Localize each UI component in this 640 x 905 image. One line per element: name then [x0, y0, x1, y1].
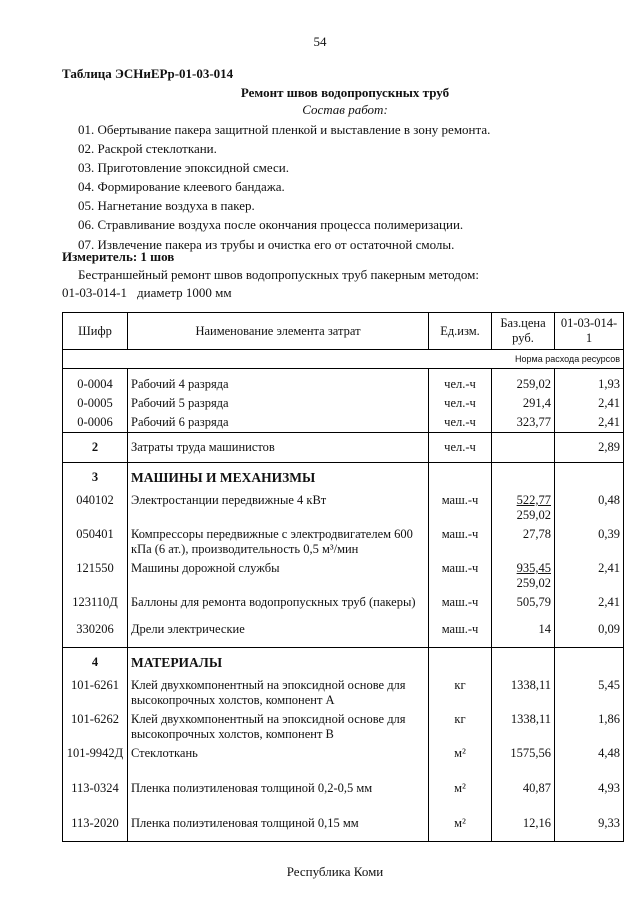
section-title: МАШИНЫ И МЕХАНИЗМЫ — [128, 463, 429, 492]
meter-label: Измеритель: 1 шов — [62, 249, 175, 264]
work-step: 07. Извлечение пакера из трубы и очистка его от остаточной смолы. — [78, 236, 455, 252]
row-code: 101-6262 — [63, 710, 128, 744]
row-name: Клей двухкомпонентный на эпоксидной основе для высокопрочных холстов, компонент В — [128, 710, 429, 744]
row-value: 0,09 — [555, 620, 624, 647]
code-line-code: 01-03-014-1 — [62, 285, 127, 300]
row-code: 101-9942Д — [63, 744, 128, 779]
table-row — [63, 814, 624, 842]
row-unit: чел.-ч — [429, 413, 492, 432]
section-row — [63, 463, 624, 492]
table-id: Таблица ЭСНиЕРр-01-03-014 — [62, 66, 234, 81]
header-name: Наименование элемента затрат — [128, 313, 429, 350]
page-footer: Республика Коми — [286, 864, 384, 879]
table-row — [63, 676, 624, 710]
row-name: Пленка полиэтиленовая толщиной 0,2-0,5 мм — [128, 779, 429, 814]
row-code: 123110Д — [63, 593, 128, 620]
row-unit: маш.-ч — [429, 559, 492, 593]
row-unit: м² — [429, 744, 492, 779]
row-unit: чел.-ч — [429, 394, 492, 413]
row-price: 1338,11 — [492, 676, 555, 710]
row-value: 4,48 — [555, 744, 624, 779]
row-code: 0-0006 — [63, 413, 128, 432]
row-name: Пленка полиэтиленовая толщиной 0,15 мм — [128, 814, 429, 842]
row-code: 121550 — [63, 559, 128, 593]
row-price: 40,87 — [492, 779, 555, 814]
row-value: 2,41 — [555, 559, 624, 593]
code-line-desc: диаметр 1000 мм — [137, 285, 232, 300]
row-value: 5,45 — [555, 676, 624, 710]
row-unit: м² — [429, 779, 492, 814]
row-unit: маш.-ч — [429, 491, 492, 525]
row-price-secondary: 259,02 — [516, 508, 551, 522]
row-name: Клей двухкомпонентный на эпоксидной основе для высокопрочных холстов, компонент А — [128, 676, 429, 710]
row-value: 1,86 — [555, 710, 624, 744]
row-price: 14 — [492, 620, 555, 647]
row-value: 4,93 — [555, 779, 624, 814]
row-code: 113-0324 — [63, 779, 128, 814]
table-row — [63, 620, 624, 647]
row-value: 2,89 — [555, 433, 624, 463]
work-composition-heading: Состав работ: — [302, 102, 388, 117]
section-title: МАТЕРИАЛЫ — [128, 648, 429, 677]
row-code: 113-2020 — [63, 814, 128, 842]
row-price — [492, 491, 555, 525]
work-step: 04. Формирование клеевого бандажа. — [78, 179, 285, 195]
row-value: 1,93 — [555, 375, 624, 394]
row-unit: чел.-ч — [429, 375, 492, 394]
row-price: 323,77 — [492, 413, 555, 432]
table-row — [63, 710, 624, 744]
work-steps-list — [78, 120, 490, 254]
table-row — [63, 593, 624, 620]
table-row — [63, 491, 624, 525]
row-code: 040102 — [63, 491, 128, 525]
row-value: 0,48 — [555, 491, 624, 525]
row-name: Рабочий 4 разряда — [128, 375, 429, 394]
row-code: 101-6261 — [63, 676, 128, 710]
row-unit: м² — [429, 814, 492, 842]
row-price-main: 935,45 — [516, 561, 551, 575]
header-code: Шифр — [63, 313, 128, 350]
header-norm: 01-03-014-1 — [555, 313, 624, 350]
table-header-row — [63, 313, 624, 350]
row-unit: маш.-ч — [429, 620, 492, 647]
row-name: Рабочий 5 разряда — [128, 394, 429, 413]
row-value: 2,41 — [555, 394, 624, 413]
table-row — [63, 559, 624, 593]
row-code: 050401 — [63, 525, 128, 559]
row-price — [492, 559, 555, 593]
row-name: Рабочий 6 разряда — [128, 413, 429, 432]
row-unit: кг — [429, 676, 492, 710]
row-price: 291,4 — [492, 394, 555, 413]
row-name: Дрели электрические — [128, 620, 429, 647]
row-name: Стеклоткань — [128, 744, 429, 779]
row-price-main: 522,77 — [516, 493, 551, 507]
row-name: Затраты труда машинистов — [128, 433, 429, 463]
row-name: Компрессоры передвижные с электродвигателем 600 кПа (6 ат.), производительность 0,5 м³/мин — [128, 525, 429, 559]
work-step: 02. Раскрой стеклоткани. — [78, 141, 217, 157]
section-code: 4 — [63, 648, 128, 677]
resource-table — [62, 312, 624, 842]
table-row — [63, 744, 624, 779]
row-price: 1338,11 — [492, 710, 555, 744]
row-name: Машины дорожной службы — [128, 559, 429, 593]
row-code: 330206 — [63, 620, 128, 647]
row-value: 2,41 — [555, 413, 624, 432]
row-price: 505,79 — [492, 593, 555, 620]
row-price: 259,02 — [492, 375, 555, 394]
work-step: 03. Приготовление эпоксидной смеси. — [78, 160, 289, 176]
row-unit: маш.-ч — [429, 525, 492, 559]
row-price: 1575,56 — [492, 744, 555, 779]
row-code: 0-0004 — [63, 375, 128, 394]
row-value: 0,39 — [555, 525, 624, 559]
table-row — [63, 525, 624, 559]
norm-label: Норма расхода ресурсов — [63, 350, 624, 369]
page-number: 54 — [313, 34, 327, 49]
header-price: Баз.цена руб. — [492, 313, 555, 350]
table-row — [63, 433, 624, 463]
header-unit: Ед.изм. — [429, 313, 492, 350]
table-row — [63, 394, 624, 413]
method-description: Бестраншейный ремонт швов водопропускных труб пакерным методом: — [78, 267, 479, 282]
row-price-secondary: 259,02 — [516, 576, 551, 590]
table-row — [63, 413, 624, 432]
table-row — [63, 779, 624, 814]
row-name: Электростанции передвижные 4 кВт — [128, 491, 429, 525]
row-price: 27,78 — [492, 525, 555, 559]
row-value: 2,41 — [555, 593, 624, 620]
row-value: 9,33 — [555, 814, 624, 842]
row-price: 12,16 — [492, 814, 555, 842]
doc-title: Ремонт швов водопропускных труб — [240, 85, 450, 100]
work-step: 05. Нагнетание воздуха в пакер. — [78, 198, 255, 214]
norm-label-row — [63, 350, 624, 369]
row-unit: кг — [429, 710, 492, 744]
section-code: 3 — [63, 463, 128, 492]
row-price — [492, 433, 555, 463]
row-unit: чел.-ч — [429, 433, 492, 463]
work-step: 01. Обертывание пакера защитной пленкой и выставление в зону ремонта. — [78, 122, 491, 137]
section-row — [63, 648, 624, 677]
row-code: 0-0005 — [63, 394, 128, 413]
table-row — [63, 375, 624, 394]
row-name: Баллоны для ремонта водопропускных труб (пакеры) — [128, 593, 429, 620]
work-step: 06. Стравливание воздуха после окончания процесса полимеризации. — [78, 217, 464, 233]
row-code: 2 — [63, 433, 128, 463]
code-line — [62, 285, 232, 301]
row-unit: маш.-ч — [429, 593, 492, 620]
